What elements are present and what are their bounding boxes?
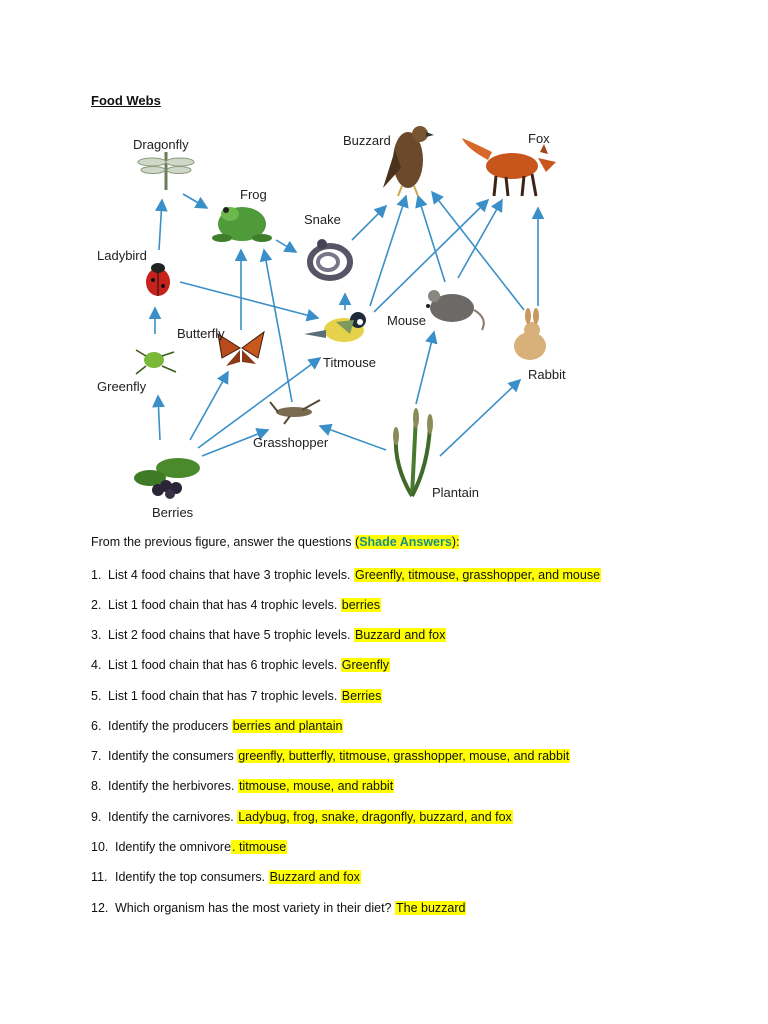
question-4: 4. List 1 food chain that has 6 trophic levels. Greenfly bbox=[91, 658, 390, 672]
question-7: 7. Identify the consumers greenfly, butterfly, titmouse, grasshopper, mouse, and rabbit bbox=[91, 749, 570, 763]
dragonfly-icon bbox=[138, 152, 194, 190]
shade-answers-note: (Shade Answers): bbox=[355, 535, 460, 549]
answer-10: . titmouse bbox=[232, 840, 287, 854]
arrow-plantain-to-rabbit bbox=[440, 380, 520, 456]
arrow-plantain-to-grasshopper bbox=[320, 426, 386, 450]
question-8: 8. Identify the herbivores. titmouse, mouse, and rabbit bbox=[91, 779, 394, 793]
arrow-dragonfly-to-frog bbox=[183, 194, 207, 208]
rabbit-icon bbox=[514, 308, 546, 360]
question-5: 5. List 1 food chain that has 7 trophic levels. Berries bbox=[91, 689, 382, 703]
arrow-mouse-to-fox bbox=[458, 200, 502, 278]
label-snake: Snake bbox=[304, 212, 341, 227]
mouse-icon bbox=[426, 290, 484, 330]
answer-3: Buzzard and fox bbox=[354, 628, 446, 642]
butterfly-icon bbox=[218, 332, 264, 366]
grasshopper-icon bbox=[270, 400, 320, 424]
page-title: Food Webs bbox=[91, 93, 161, 108]
arrow-berries-to-greenfly bbox=[158, 396, 160, 440]
label-mouse: Mouse bbox=[387, 313, 427, 328]
arrow-mouse-to-buzzard bbox=[418, 196, 445, 282]
answer-12: The buzzard bbox=[395, 901, 466, 915]
answer-7: greenfly, butterfly, titmouse, grasshopper, mouse, and rabbit bbox=[238, 749, 570, 763]
arrow-grasshopper-to-frog bbox=[264, 250, 292, 402]
label-ladybird: Ladybird bbox=[97, 248, 147, 263]
label-titmouse: Titmouse bbox=[323, 355, 376, 370]
berries-icon bbox=[134, 458, 200, 499]
answer-1: Greenfly, titmouse, grasshopper, and mouse bbox=[354, 568, 601, 582]
fox-icon bbox=[462, 138, 556, 196]
label-plantain: Plantain bbox=[432, 485, 479, 500]
label-butterfly: Butterfly bbox=[177, 326, 225, 341]
instructions-text: From the previous figure, answer the questions bbox=[91, 535, 356, 549]
frog-icon bbox=[212, 207, 272, 242]
answer-11: Buzzard and fox bbox=[269, 870, 360, 884]
greenfly-icon bbox=[136, 350, 176, 374]
answer-6: berries and plantain bbox=[232, 719, 343, 733]
arrow-ladybird-to-titmouse bbox=[180, 282, 318, 318]
snake-icon bbox=[310, 239, 350, 278]
answer-4: Greenfly bbox=[341, 658, 390, 672]
arrow-plantain-to-mouse bbox=[416, 332, 434, 404]
question-9: 9. Identify the carnivores. Ladybug, frog, snake, dragonfly, buzzard, and fox bbox=[91, 810, 512, 824]
arrow-frog-to-snake bbox=[276, 240, 296, 252]
label-fox: Fox bbox=[528, 131, 550, 146]
question-11: 11. Identify the top consumers. Buzzard and fox bbox=[91, 870, 360, 884]
label-rabbit: Rabbit bbox=[528, 367, 566, 382]
label-frog: Frog bbox=[240, 187, 267, 202]
answer-8: titmouse, mouse, and rabbit bbox=[238, 779, 394, 793]
question-6: 6. Identify the producers berries and plantain bbox=[91, 719, 343, 733]
arrow-titmouse-to-buzzard bbox=[370, 196, 406, 306]
question-3: 3. List 2 food chains that have 5 trophic levels. Buzzard and fox bbox=[91, 628, 446, 642]
label-berries: Berries bbox=[152, 505, 194, 520]
label-greenfly: Greenfly bbox=[97, 379, 147, 394]
question-2: 2. List 1 food chain that has 4 trophic levels. berries bbox=[91, 598, 380, 612]
label-dragonfly: Dragonfly bbox=[133, 137, 189, 152]
question-1: 1. List 4 food chains that have 3 trophic levels. Greenfly, titmouse, grasshopper, and mouse bbox=[91, 568, 601, 582]
label-grasshopper: Grasshopper bbox=[253, 435, 329, 450]
question-12: 12. Which organism has the most variety in their diet? The buzzard bbox=[91, 901, 466, 915]
answer-9: Ladybug, frog, snake, dragonfly, buzzard, and fox bbox=[238, 810, 512, 824]
answer-5: Berries bbox=[341, 689, 382, 703]
arrow-snake-to-buzzard bbox=[352, 206, 386, 240]
plantain-icon bbox=[393, 408, 433, 496]
question-10: 10. Identify the omnivore. titmouse bbox=[91, 840, 287, 854]
ladybird-icon bbox=[146, 263, 170, 296]
label-buzzard: Buzzard bbox=[343, 133, 391, 148]
arrow-ladybird-to-dragonfly bbox=[159, 200, 162, 250]
instructions bbox=[91, 535, 459, 549]
answer-2: berries bbox=[341, 598, 380, 612]
